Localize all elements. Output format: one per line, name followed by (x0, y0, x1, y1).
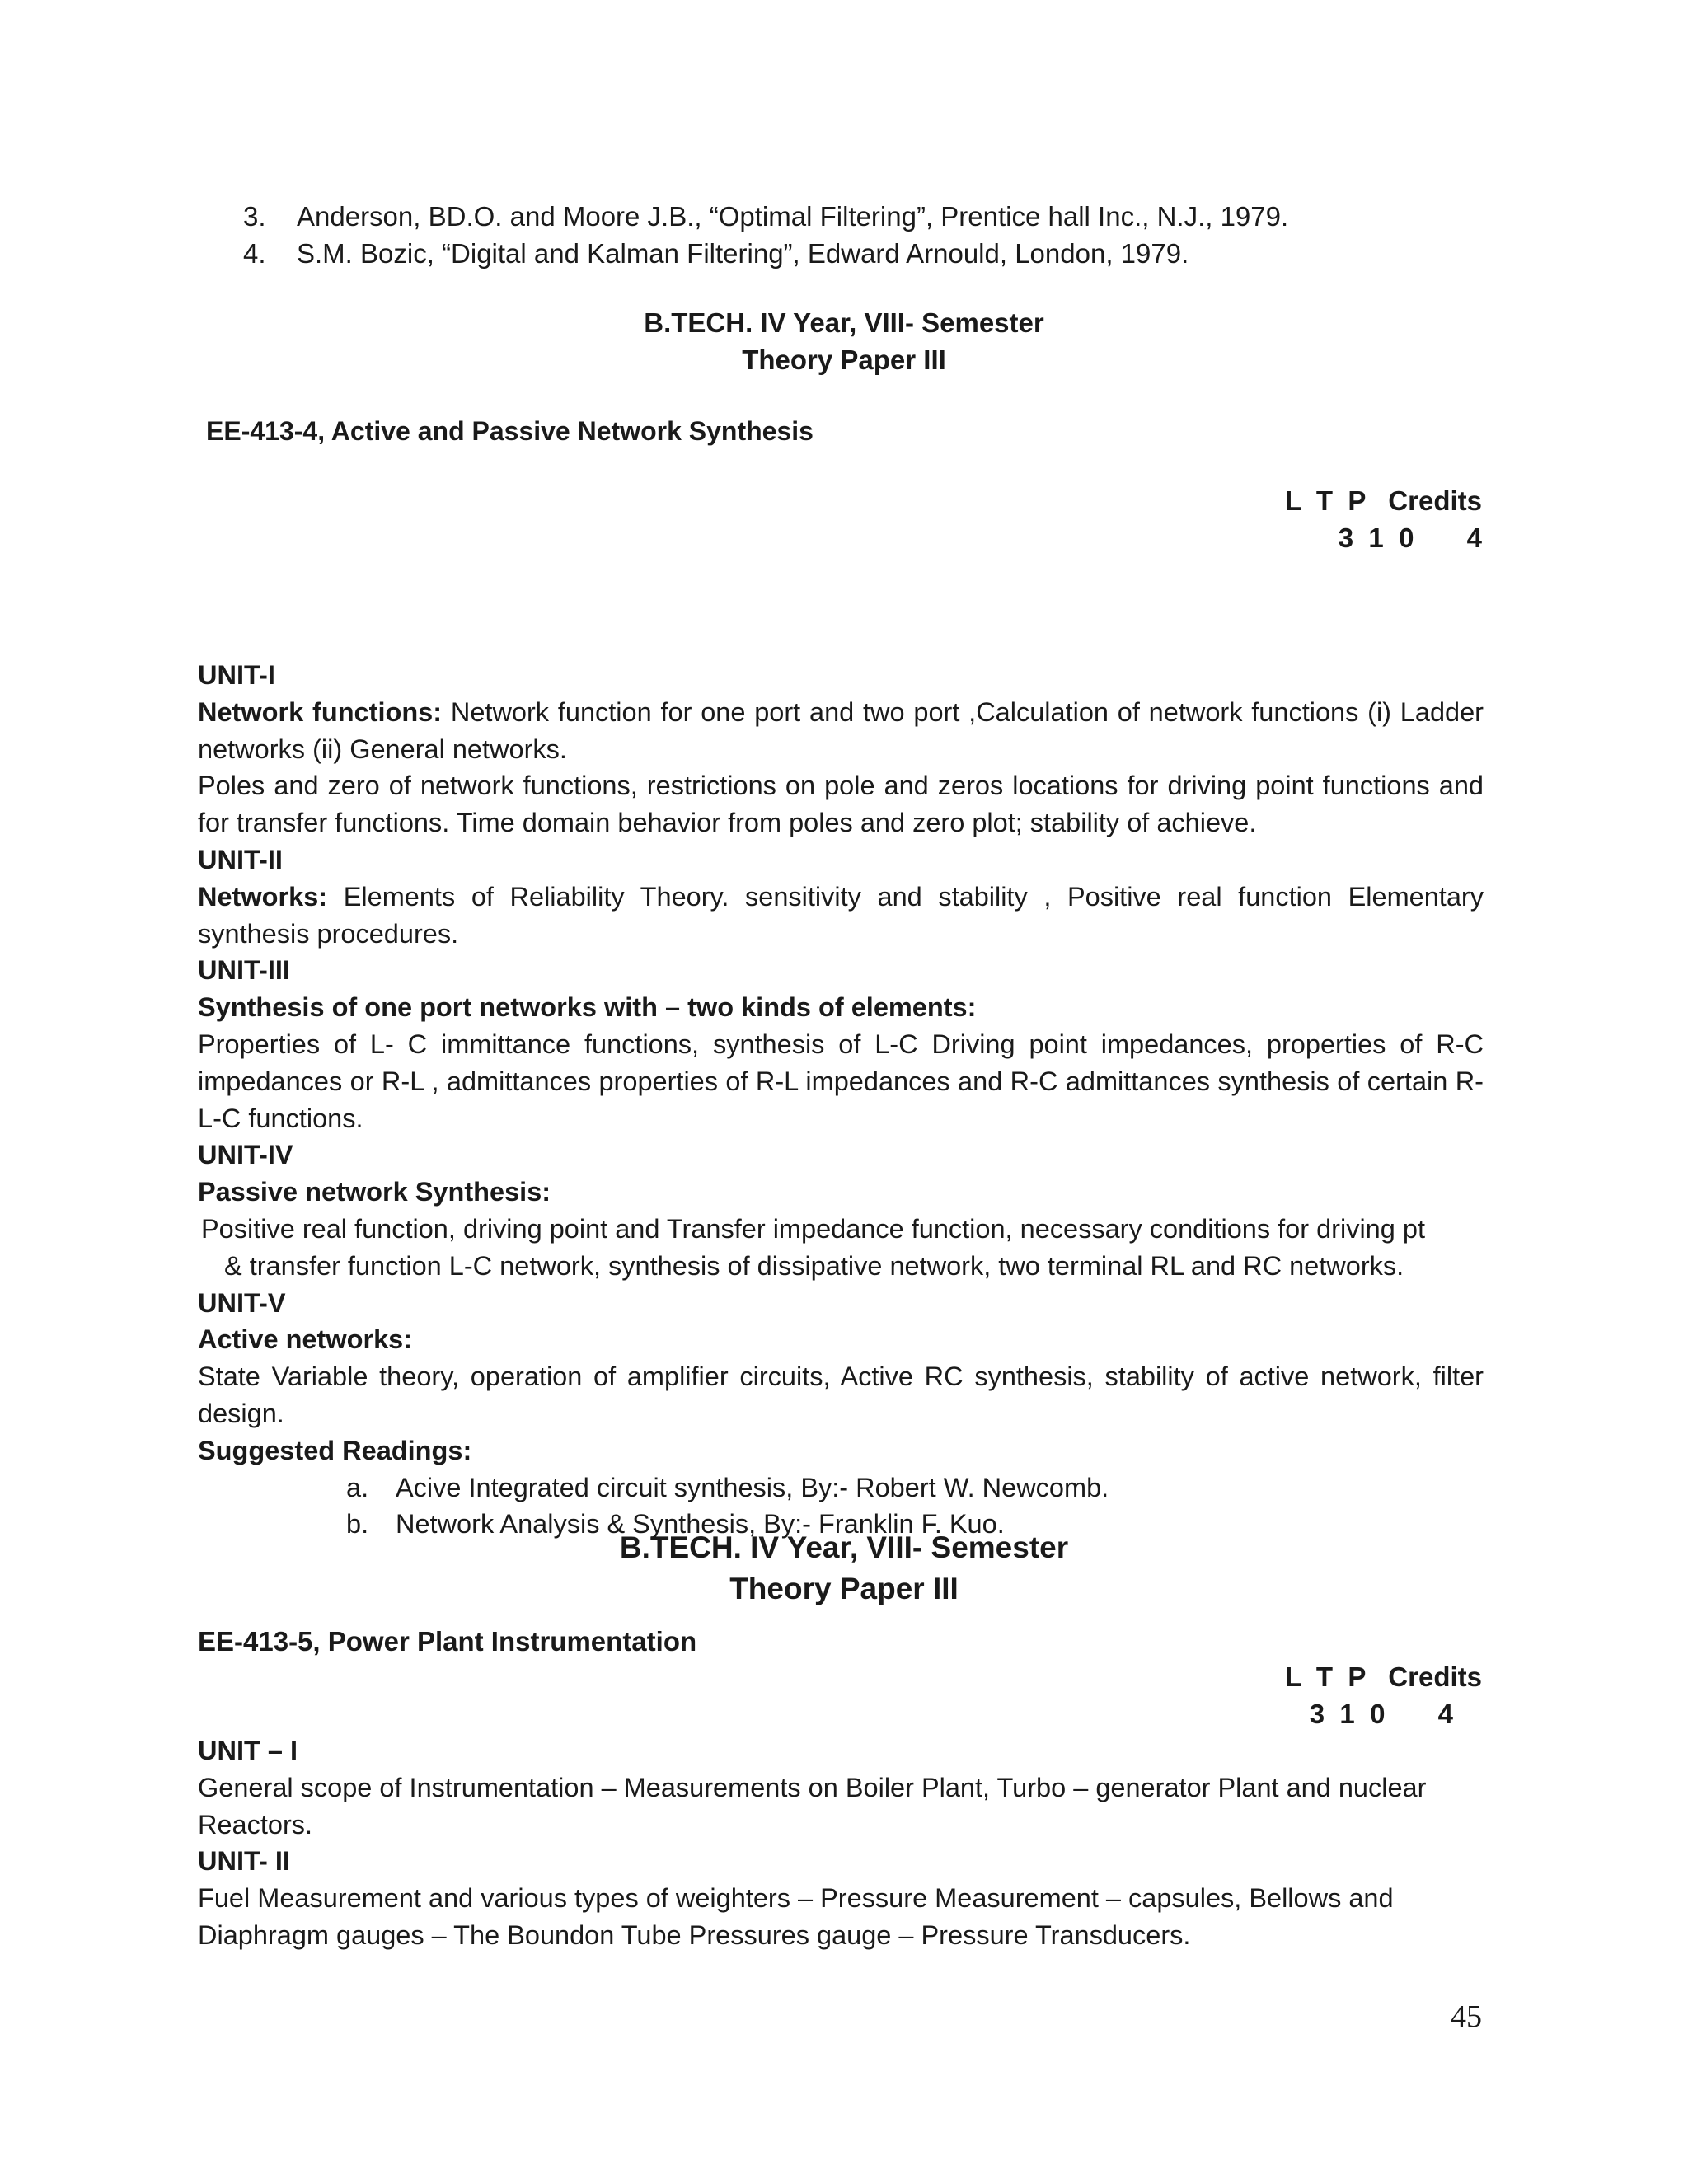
s2-unit-1-text: General scope of Instrumentation – Measurements on Boiler Plant, Turbo – generator Plant and nuclear Reactors. (198, 1772, 1427, 1840)
section1-course-title: EE-413-4, Active and Passive Network Synthesis (206, 416, 814, 446)
unit-3-subheading: Synthesis of one port networks with – two kinds of elements: (198, 992, 977, 1023)
unit-5-subheading: Active networks: (198, 1324, 413, 1355)
section1-ltp-values: 3 1 0 4 (1338, 523, 1482, 553)
unit-2-heading: UNIT-II (198, 844, 283, 874)
section1-ltp-header: L T P Credits (1284, 485, 1482, 516)
reading-text: Acive Integrated circuit synthesis, By:- Robert W. Newcomb. (396, 1472, 1109, 1502)
section2-paper-heading: Theory Paper III (729, 1572, 959, 1605)
section2-year-heading: B.TECH. IV Year, VIII- Semester (619, 1530, 1069, 1564)
unit-4-para-line2: & transfer function L-C network, synthesis of dissipative network, two terminal RL and RC networks. (224, 1250, 1404, 1281)
unit-5-heading: UNIT-V (198, 1287, 286, 1318)
reference-number: 3. (243, 201, 266, 232)
unit-1-para1 (198, 694, 1484, 768)
section2-syllabus (198, 1732, 1484, 1954)
section1-syllabus (198, 657, 1484, 1543)
reading-text: Network Analysis & Synthesis, By:- Franklin F. Kuo. (396, 1509, 1005, 1540)
unit-1-lead: Network functions: (198, 696, 443, 727)
unit-3-para: Properties of L- C immittance functions, synthesis of L-C Driving point impedances, properties of R-C impedances or R-L , admittances properties of R-L impedances and R-C admittances synthesis of certain R-L-C functions. (198, 1029, 1484, 1133)
reading-number: b. (346, 1509, 369, 1540)
unit-2-text: Elements of Reliability Theory. sensitivity and stability , Positive real function Elementary synthesis procedures. (198, 881, 1484, 949)
unit-1-heading: UNIT-I (198, 660, 275, 690)
section2-ltp-values: 3 1 0 4 (1309, 1699, 1453, 1729)
suggested-readings-heading: Suggested Readings: (198, 1435, 472, 1465)
section2-course-title: EE-413-5, Power Plant Instrumentation (198, 1626, 697, 1657)
unit-2-lead: Networks: (198, 881, 328, 912)
page-number: 45 (1451, 1999, 1482, 2034)
section1-year-heading: B.TECH. IV Year, VIII- Semester (644, 307, 1044, 338)
unit-5-para: State Variable theory, operation of amplifier circuits, Active RC synthesis, stability of active network, filter design. (198, 1361, 1484, 1428)
reference-item (243, 198, 1479, 235)
unit-4-subheading: Passive network Synthesis: (198, 1177, 551, 1207)
section1-paper-heading: Theory Paper III (742, 344, 946, 375)
unit-4-heading: UNIT-IV (198, 1140, 293, 1170)
section2-ltp-header: L T P Credits (1284, 1661, 1482, 1692)
unit-1-text: Network function for one port and two port ,Calculation of network functions (i) Ladder networks (ii) General networks. (198, 696, 1484, 764)
s2-unit-2-heading: UNIT- II (198, 1846, 290, 1877)
unit-1-para2: Poles and zero of network functions, restrictions on pole and zeros locations for driving point functions and for transfer functions. Time domain behavior from poles and zero plot; stability of achieve. (198, 771, 1484, 838)
reference-item (243, 235, 1479, 272)
unit-3-heading: UNIT-III (198, 955, 290, 986)
reference-list-top (243, 198, 1479, 272)
reference-text: Anderson, BD.O. and Moore J.B., “Optimal Filtering”, Prentice hall Inc., N.J., 1979. (297, 201, 1289, 232)
reference-number: 4. (243, 238, 266, 269)
unit-2-para (198, 879, 1484, 953)
s2-unit-1-heading: UNIT – I (198, 1736, 298, 1765)
unit-4-para-line1: Positive real function, driving point and Transfer impedance function, necessary conditions for driving pt (201, 1213, 1425, 1244)
reading-item (346, 1469, 1484, 1507)
reading-number: a. (346, 1472, 369, 1502)
reference-text: S.M. Bozic, “Digital and Kalman Filtering”, Edward Arnould, London, 1979. (297, 238, 1189, 269)
s2-unit-2-text: Fuel Measurement and various types of weighters – Pressure Measurement – capsules, Bellows and Diaphragm gauges – The Boundon Tube Pressures gauge – Pressure Transducers. (198, 1883, 1394, 1950)
